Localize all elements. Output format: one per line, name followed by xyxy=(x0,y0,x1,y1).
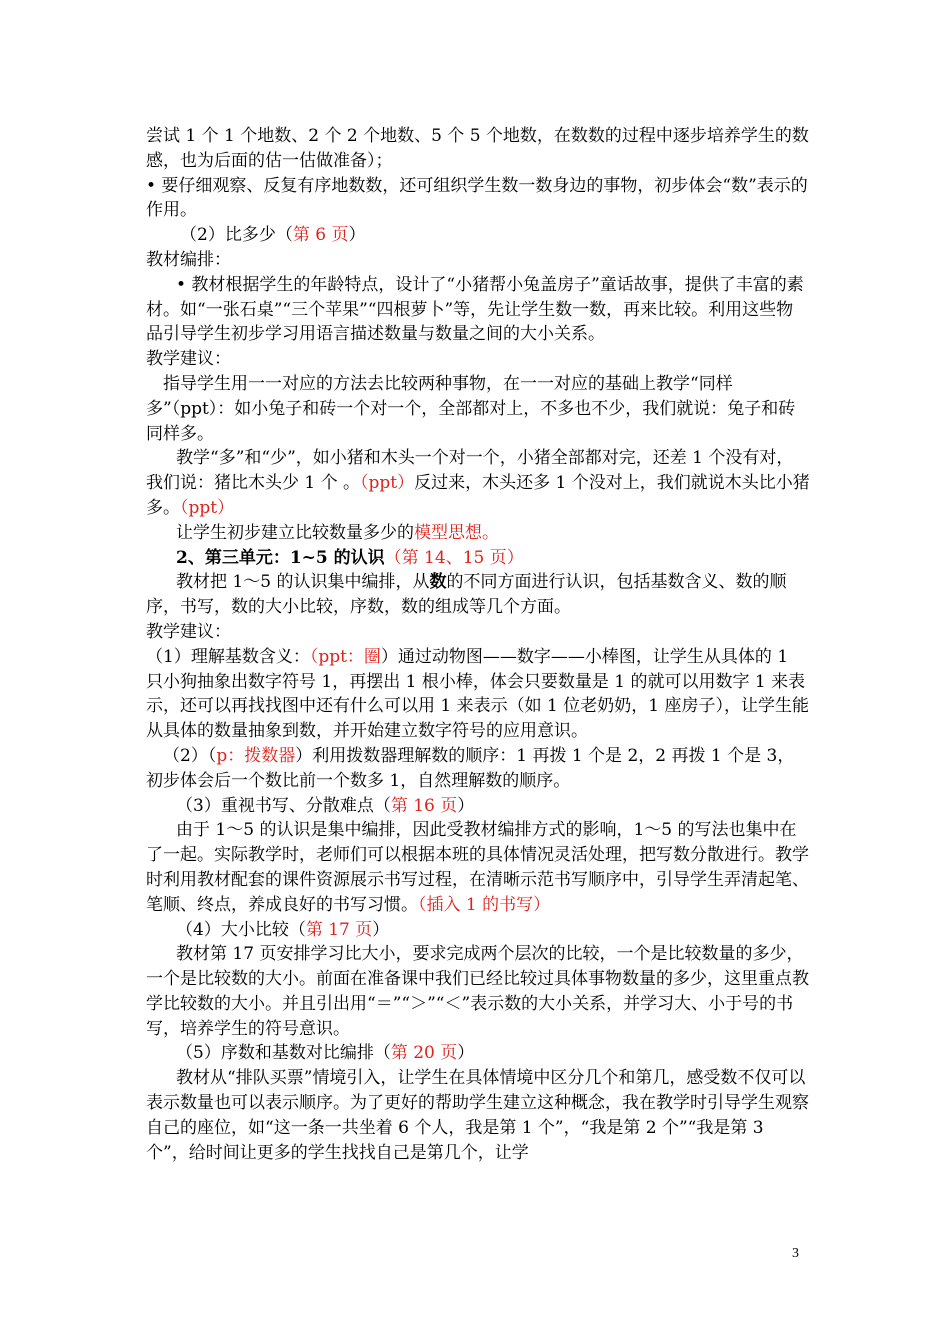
subheading-teaching: 教学建议： xyxy=(146,621,231,642)
paragraph: 尝试 1 个 1 个地数、2 个 2 个地数、5 个 5 个地数，在数数的过程中逐步培养学生的数感，也为后面的估一估做准备）； xyxy=(146,126,809,171)
paragraph: 教材把 1～5 的认识集中编排，从数的不同方面进行认识，包括基数含义、数的顺序，书写，数的大小比较，序数，数的组成等几个方面。 xyxy=(146,572,787,618)
ppt-note: （ppt：圈 xyxy=(309,646,381,667)
subheading-teaching: 教学建议： xyxy=(146,349,231,370)
paragraph: 指导学生用一一对应的方法去比较两种事物，在一一对应的基础上教学“同样多”（ppt）：如小兔子和砖一个对一个，全部都对上，不多也不少，我们就说：兔子和砖同样多。 xyxy=(146,373,796,444)
page-reference: （第 14、15 页） xyxy=(384,547,524,568)
subheading-textbook: 教材编排： xyxy=(146,249,231,270)
section-heading-writing: （3）重视书写、分散难点（第 16 页） xyxy=(176,795,475,816)
paragraph: （2）（p：拨数器）利用拨数器理解数的顺序：1 再拨 1 个是 2，2 再拨 1 个是 3，初步体会后一个数比前一个数多 1，自然理解数的顺序。 xyxy=(146,745,795,791)
unit-heading: 2、第三单元：1~5 的认识（第 14、15 页） xyxy=(176,547,524,568)
emphasis-text: 数 xyxy=(429,572,447,593)
paragraph: 教材从“排队买票”情境引入，让学生在具体情境中区分几个和第几，感受数不仅可以表示数量也可以表示顺序。为了更好的帮助学生建立这种概念，我在教学时引导学生观察自己的座位，如“这一条一共坐着 6 个人，我是第 1 个”，“我是第 2 个”“我是第 3 个”，给时间让更多的学生找找自己是第几个，让学 xyxy=(146,1068,809,1163)
ppt-note: （ppt） xyxy=(360,473,415,494)
bullet-paragraph: • 教材根据学生的年龄特点，设计了“小猪帮小兔盖房子”童话故事，提供了丰富的素材。如“一张石桌”“三个苹果”“四根萝卜”等，先让学生数一数，再来比较。利用这些物品引导学生初步学习用语言描述数量与数量之间的大小关系。 xyxy=(146,274,804,345)
section-heading-ordinal: （5）序数和基数对比编排（第 20 页） xyxy=(176,1043,475,1064)
page-reference: 第 6 页 xyxy=(292,225,349,246)
page-reference: 第 16 页 xyxy=(390,795,458,816)
paragraph: 教学“多”和“少”，如小猪和木头一个对一个，小猪全部都对完，还差 1 个没有对，我们说：猪比木头少 1 个 。（ppt）反过来，木头还多 1 个没对上，我们就说木头比小猪多。（ppt） xyxy=(146,448,810,518)
body-text xyxy=(146,124,810,1165)
paragraph: （1）理解基数含义：（ppt：圈）通过动物图——数字——小棒图，让学生从具体的 1 只小狗抽象出数字符号 1，再摆出 1 根小棒，体会只要数量是 1 的就可以用数字 1 来表示，还可以再找找图中还有什么可以用 1 来表示（如 1 位老奶奶，1 座房子），让学生能从具体的数量抽象到数，并开始建立数字符号的应用意识。 xyxy=(146,646,809,742)
paragraph: 教材第 17 页安排学习比大小，要求完成两个层次的比较，一个是比较数量的多少，一个是比较数的大小。前面在准备课中我们已经比较过具体事物数量的多少，这里重点教学比较数的大小。并且引出用“＝”“＞”“＜”表示数的大小关系，并学习大、小于号的书写，培养学生的符号意识。 xyxy=(146,944,809,1039)
ppt-note: （ppt） xyxy=(180,497,235,518)
section-heading-size: （4）大小比较（第 17 页） xyxy=(176,919,390,940)
insert-note: （插入 1 的书写） xyxy=(418,894,551,915)
page-number: 3 xyxy=(792,1246,799,1261)
page-reference: 第 17 页 xyxy=(305,919,373,940)
bullet-paragraph: • 要仔细观察、反复有序地数数，还可组织学生数一数身边的事物，初步体会“数”表示的作用。 xyxy=(146,175,808,221)
paragraph: 让学生初步建立比较数量多少的模型思想。 xyxy=(176,522,499,543)
section-heading-compare: （2）比多少（第 6 页） xyxy=(180,225,366,246)
ppt-note: p：拨数器 xyxy=(216,745,296,766)
paragraph: 由于 1～5 的认识是集中编排，因此受教材编排方式的影响，1～5 的写法也集中在了一起。实际教学时，老师们可以根据本班的具体情况灵活处理，把写数分散进行。教学时利用教材配套的课件资源展示书写过程，在清晰示范书写顺序中，引导学生弄清起笔、笔顺、终点，养成良好的书写习惯。（插入 1 的书写） xyxy=(146,820,809,915)
page-reference: 第 20 页 xyxy=(390,1043,458,1064)
highlight-text: 模型思想。 xyxy=(414,522,499,543)
